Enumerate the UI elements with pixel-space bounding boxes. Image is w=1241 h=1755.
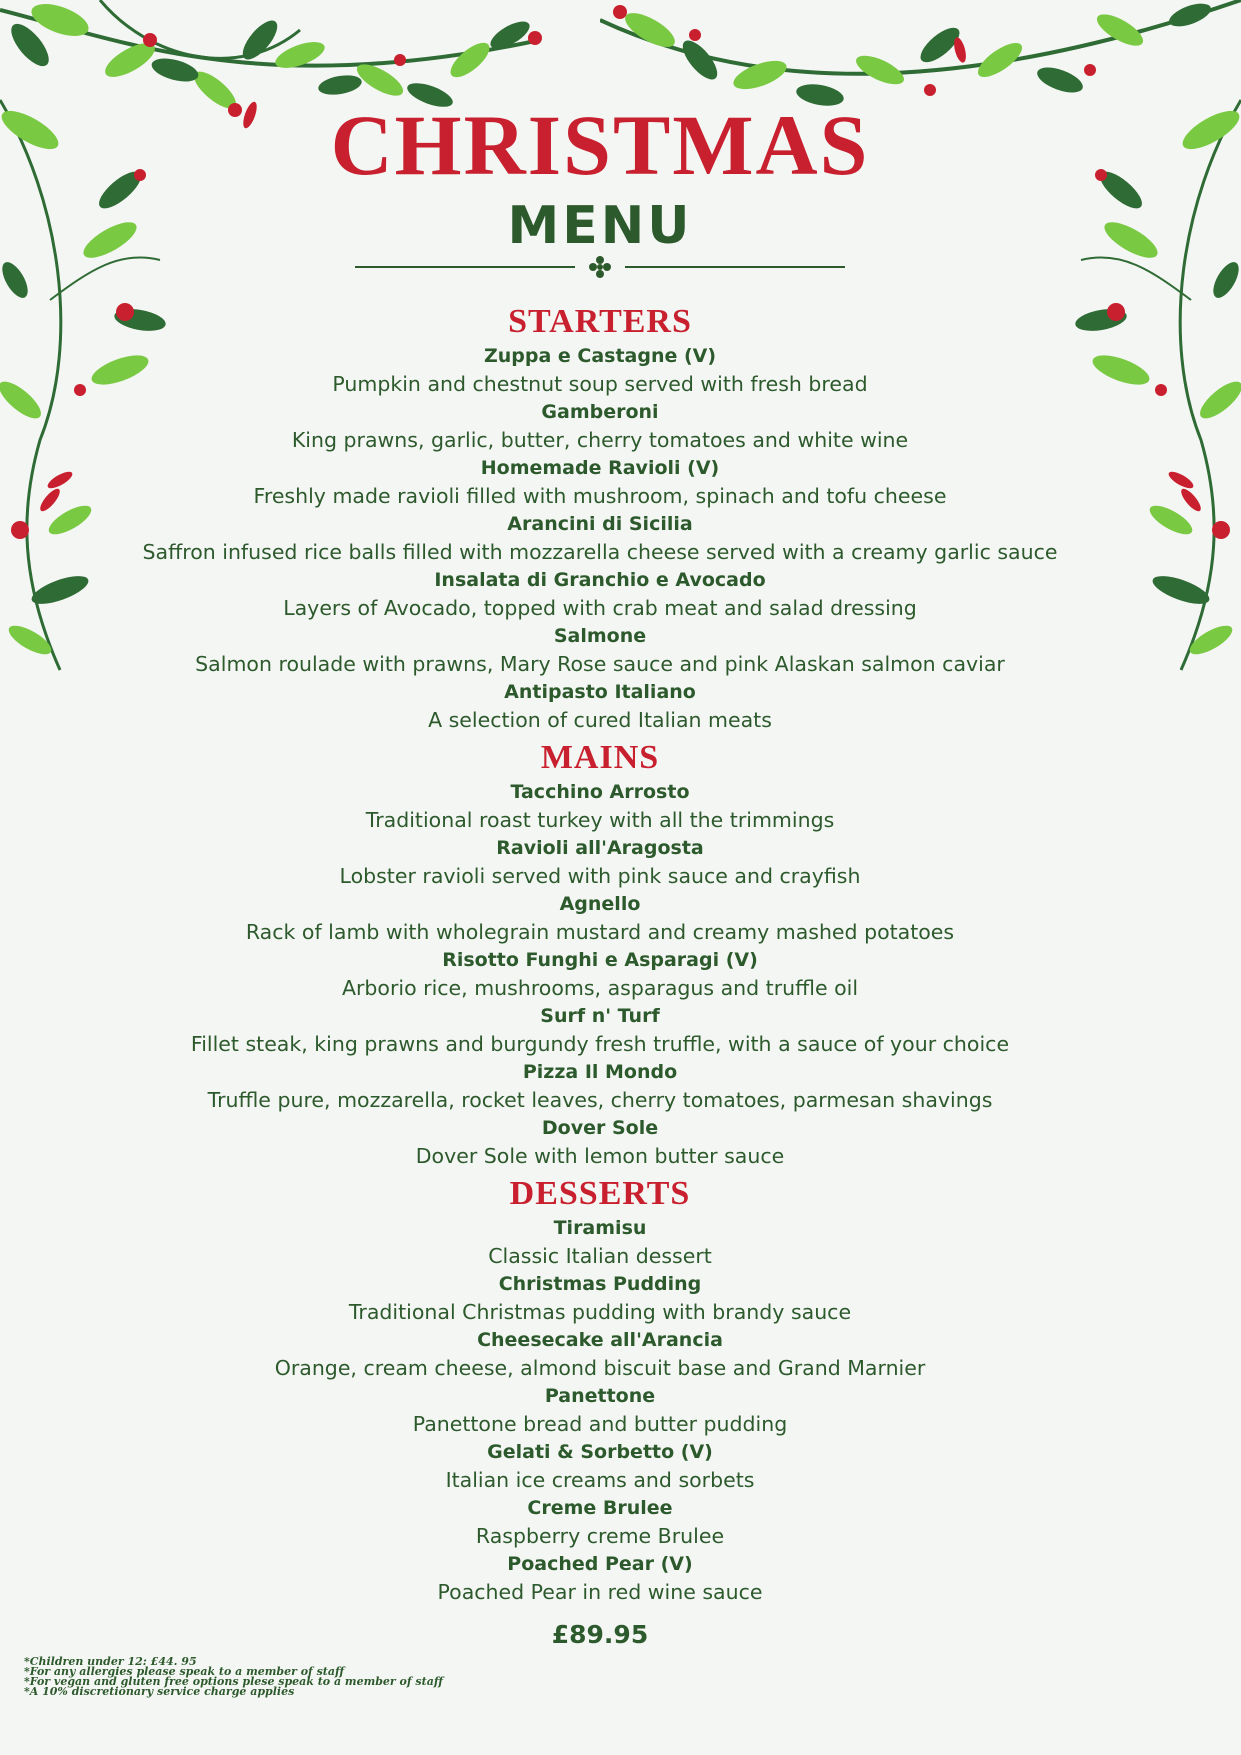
menu-item bbox=[0, 1550, 1200, 1606]
menu-item bbox=[0, 1494, 1200, 1550]
menu-item bbox=[0, 566, 1200, 622]
menu-item-description: Rack of lamb with wholegrain mustard and creamy mashed potatoes bbox=[245, 920, 955, 944]
menu-item-name: Gelati & Sorbetto (V) bbox=[487, 1441, 713, 1463]
page-subtitle: MENU bbox=[507, 196, 693, 256]
menu-item-description: Saffron infused rice balls filled with mozzarella cheese served with a creamy garlic sauce bbox=[142, 540, 1058, 564]
menu-item bbox=[0, 510, 1200, 566]
menu-item-name: Tiramisu bbox=[553, 1217, 647, 1239]
menu-price: £89.95 bbox=[551, 1620, 649, 1649]
menu-item-name: Risotto Funghi e Asparagi (V) bbox=[442, 949, 758, 971]
menu-item-name: Tacchino Arrosto bbox=[510, 781, 690, 803]
title-divider bbox=[355, 255, 845, 279]
menu-item-description: Arborio rice, mushrooms, asparagus and truffle oil bbox=[341, 976, 859, 1000]
menu-item-name: Zuppa e Castagne (V) bbox=[483, 345, 717, 367]
section-title: DESSERTS bbox=[509, 1175, 691, 1212]
menu-item-description: Layers of Avocado, topped with crab meat and salad dressing bbox=[283, 596, 917, 620]
menu-item bbox=[0, 622, 1200, 678]
menu-item-description: Lobster ravioli served with pink sauce and crayfish bbox=[339, 864, 861, 888]
menu-item-description: Salmon roulade with prawns, Mary Rose sauce and pink Alaskan salmon caviar bbox=[195, 652, 1005, 676]
menu-item bbox=[0, 1214, 1200, 1270]
menu-item-name: Christmas Pudding bbox=[498, 1273, 702, 1295]
menu-item-name: Pizza Il Mondo bbox=[522, 1061, 678, 1083]
menu-item-name: Antipasto Italiano bbox=[504, 681, 696, 703]
menu-item-description: Classic Italian dessert bbox=[488, 1244, 712, 1268]
menu-item bbox=[0, 1114, 1200, 1170]
menu-item-name: Dover Sole bbox=[541, 1117, 659, 1139]
menu-item-description: King prawns, garlic, butter, cherry tomatoes and white wine bbox=[291, 428, 909, 452]
menu-item bbox=[0, 1270, 1200, 1326]
menu-item-description: Traditional roast turkey with all the trimmings bbox=[365, 808, 835, 832]
menu-section-mains bbox=[0, 738, 1200, 1170]
menu-item-description: A selection of cured Italian meats bbox=[428, 708, 772, 732]
menu-item-description: Italian ice creams and sorbets bbox=[445, 1468, 755, 1492]
menu-item bbox=[0, 678, 1200, 734]
menu-item-name: Creme Brulee bbox=[527, 1497, 673, 1519]
menu-item bbox=[0, 1326, 1200, 1382]
header bbox=[0, 97, 1200, 256]
menu-item-description: Traditional Christmas pudding with brandy sauce bbox=[348, 1300, 852, 1324]
section-title: STARTERS bbox=[508, 303, 692, 340]
menu-item-description: Orange, cream cheese, almond biscuit base and Grand Marnier bbox=[274, 1356, 926, 1380]
menu-item-name: Poached Pear (V) bbox=[507, 1553, 693, 1575]
menu-item-name: Homemade Ravioli (V) bbox=[480, 457, 720, 479]
menu-item bbox=[0, 834, 1200, 890]
menu-item bbox=[0, 890, 1200, 946]
menu-item-description: Poached Pear in red wine sauce bbox=[437, 1580, 763, 1604]
menu-item-name: Gamberoni bbox=[541, 401, 659, 423]
menu-item-name: Insalata di Granchio e Avocado bbox=[434, 569, 766, 591]
menu-item bbox=[0, 342, 1200, 398]
menu-section-starters bbox=[0, 302, 1200, 734]
menu-item bbox=[0, 1438, 1200, 1494]
menu-item-description: Pumpkin and chestnut soup served with fresh bread bbox=[332, 372, 868, 396]
menu-item-name: Panettone bbox=[544, 1385, 656, 1407]
menu-item-name: Cheesecake all'Arancia bbox=[477, 1329, 723, 1351]
footnote-line: *Children under 12: £44. 95 bbox=[24, 1655, 197, 1668]
menu-item bbox=[0, 454, 1200, 510]
menu-section-desserts bbox=[0, 1174, 1200, 1606]
fleur-ornament-icon bbox=[589, 256, 611, 278]
menu-item-description: Panettone bread and butter pudding bbox=[412, 1412, 788, 1436]
menu-item-name: Ravioli all'Aragosta bbox=[496, 837, 704, 859]
footnote-line: *A 10% discretionary service charge applies bbox=[24, 1685, 295, 1698]
menu-item-description: Raspberry creme Brulee bbox=[475, 1524, 725, 1548]
menu-item-description: Freshly made ravioli filled with mushroom, spinach and tofu cheese bbox=[253, 484, 947, 508]
footnote-line: *For vegan and gluten free options plese speak to a member of staff bbox=[24, 1675, 443, 1688]
menu-item-name: Arancini di Sicilia bbox=[507, 513, 693, 535]
page-title: CHRISTMAS bbox=[330, 97, 870, 193]
menu-item bbox=[0, 1382, 1200, 1438]
menu-item bbox=[0, 1058, 1200, 1114]
menu-item-name: Agnello bbox=[559, 893, 641, 915]
menu-item-name: Surf n' Turf bbox=[540, 1005, 660, 1027]
menu-item-description: Dover Sole with lemon butter sauce bbox=[415, 1144, 785, 1168]
menu-item-description: Truffle pure, mozzarella, rocket leaves, cherry tomatoes, parmesan shavings bbox=[207, 1088, 993, 1112]
menu-item bbox=[0, 778, 1200, 834]
footnote-line: *For any allergies please speak to a member of staff bbox=[24, 1665, 345, 1678]
footnotes bbox=[24, 1657, 443, 1697]
menu-item-description: Fillet steak, king prawns and burgundy fresh truffle, with a sauce of your choice bbox=[190, 1032, 1010, 1056]
menu-item bbox=[0, 398, 1200, 454]
section-title: MAINS bbox=[540, 739, 660, 776]
menu-item-name: Salmone bbox=[553, 625, 647, 647]
menu-body bbox=[0, 302, 1200, 1606]
menu-item bbox=[0, 946, 1200, 1002]
menu-item bbox=[0, 1002, 1200, 1058]
